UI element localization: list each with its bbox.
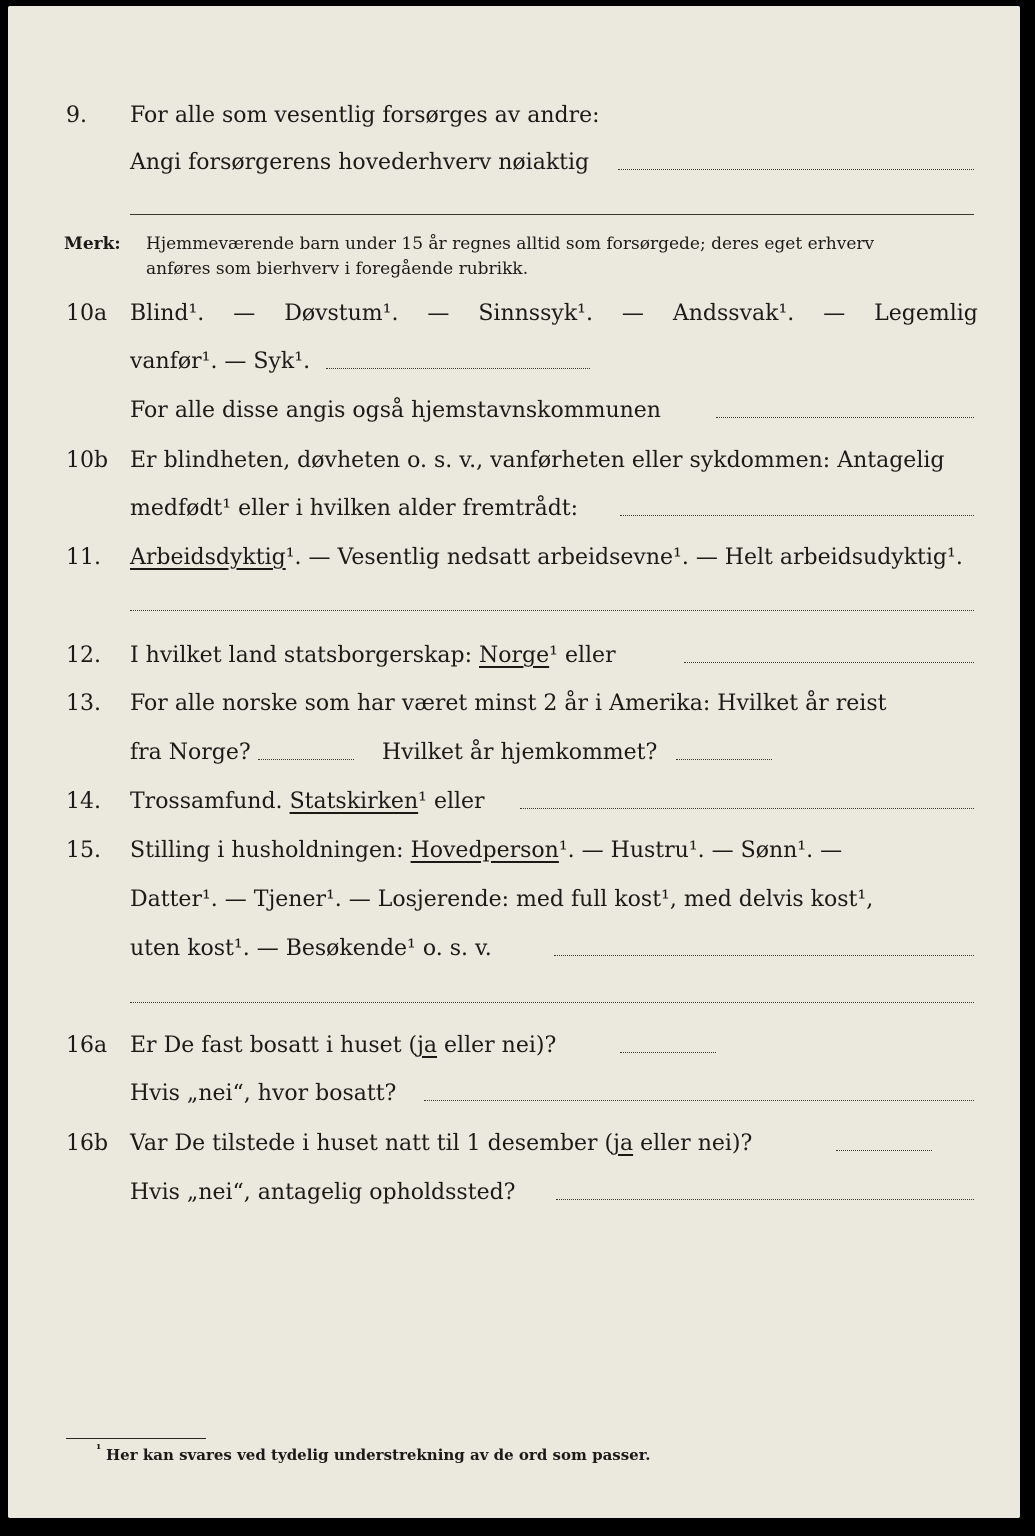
q10a-number: 10a xyxy=(66,301,108,326)
q16b-text xyxy=(130,1130,752,1158)
q15-text-3: uten kost¹. — Besøkende¹ o. s. v. xyxy=(130,936,492,961)
q10a-text-3: For alle disse angis også hjemstavnskommunen xyxy=(130,398,661,423)
q16a-text xyxy=(130,1032,556,1060)
q16a-text-2: Hvis „nei“, hvor bosatt? xyxy=(130,1081,397,1106)
q10a-dash: — xyxy=(823,301,846,326)
q12-after: ¹ eller xyxy=(549,643,616,668)
q12-number: 12. xyxy=(66,643,101,668)
q10a-option-andssvak[interactable]: Andssvak¹. xyxy=(672,301,795,326)
q10a-answer-line[interactable] xyxy=(326,368,590,369)
q14-number: 14. xyxy=(66,789,101,814)
q10a-dash: — xyxy=(427,301,450,326)
q15-answer-line[interactable] xyxy=(554,955,974,956)
q16b-number: 16b xyxy=(66,1131,109,1156)
merk-label: Merk: xyxy=(64,234,121,254)
census-form-page xyxy=(8,6,1020,1518)
merk-text-2: anføres som bierhverv i foregående rubrikk. xyxy=(146,259,529,279)
q9-text: For alle som vesentlig forsørges av andre: xyxy=(130,103,600,128)
q14-answer-underlined[interactable]: Statskirken xyxy=(289,789,419,814)
q10a-text-2: vanfør¹. — Syk¹. xyxy=(130,349,311,374)
q16a-label: Er De fast bosatt i huset ( xyxy=(130,1033,418,1058)
q11-answer-underlined[interactable]: Arbeidsdyktig xyxy=(130,545,286,570)
q15-text xyxy=(130,837,842,865)
q16b-after: eller nei)? xyxy=(633,1131,753,1156)
q10a-dash: — xyxy=(233,301,256,326)
q15-after: ¹. — Hustru¹. — Sønn¹. — xyxy=(558,838,843,863)
merk-text: Hjemmeværende barn under 15 år regnes alltid som forsørgede; deres eget erhverv xyxy=(146,234,875,254)
q16a-answer-line[interactable] xyxy=(620,1052,716,1053)
footnote-text: Her kan svares ved tydelig understrekning av de ord som passer. xyxy=(106,1446,651,1464)
q14-answer-line[interactable] xyxy=(520,808,974,809)
footnote xyxy=(96,1442,651,1464)
q14-label: Trossamfund. xyxy=(130,789,283,814)
q16b-label: Var De tilstede i huset natt til 1 desember ( xyxy=(130,1131,614,1156)
q11-rest: ¹. — Vesentlig nedsatt arbeidsevne¹. — Helt arbeidsudyktig¹. xyxy=(285,545,963,570)
q10b-number: 10b xyxy=(66,448,109,473)
q13-year-left-line[interactable] xyxy=(258,759,354,760)
q15-answer-underlined[interactable]: Hovedperson xyxy=(410,838,559,863)
q11-number: 11. xyxy=(66,545,101,570)
q16a-after: eller nei)? xyxy=(437,1033,557,1058)
q16b-answer-line[interactable] xyxy=(836,1150,932,1151)
q10a-option-legemlig[interactable]: Legemlig xyxy=(874,301,978,326)
footnote-rule xyxy=(66,1438,206,1439)
q16a-number: 16a xyxy=(66,1033,108,1058)
q15-text-2: Datter¹. — Tjener¹. — Losjerende: med full kost¹, med delvis kost¹, xyxy=(130,887,874,912)
q16a-answer-underlined[interactable]: ja xyxy=(417,1033,438,1058)
q14-text xyxy=(130,788,485,816)
q10b-text: Er blindheten, døvheten o. s. v., vanførheten eller sykdommen: Antagelig xyxy=(130,448,945,473)
q15-number: 15. xyxy=(66,838,101,863)
q13-year-returned-line[interactable] xyxy=(676,759,772,760)
q16b-answer-underlined[interactable]: ja xyxy=(613,1131,634,1156)
q12-answer-line[interactable] xyxy=(684,662,974,663)
q11-text xyxy=(130,544,963,572)
q9-answer-line[interactable] xyxy=(618,169,974,170)
q14-after: ¹ eller xyxy=(418,789,485,814)
q12-answer-underlined[interactable]: Norge xyxy=(479,643,550,668)
q10a-option-dovstum[interactable]: Døvstum¹. xyxy=(284,301,399,326)
q10b-text-2: medfødt¹ eller i hvilken alder fremtrådt: xyxy=(130,496,579,521)
q16b-location-line[interactable] xyxy=(556,1199,974,1200)
q15-label: Stilling i husholdningen: xyxy=(130,838,404,863)
q13-text: For alle norske som har været minst 2 år i Amerika: Hvilket år reist xyxy=(130,691,887,716)
footnote-mark: ¹ xyxy=(96,1442,102,1456)
q13-text-2a: fra Norge? xyxy=(130,740,251,765)
q10b-answer-line[interactable] xyxy=(620,515,974,516)
q9-text-2: Angi forsørgerens hovederhverv nøiaktig xyxy=(130,150,590,175)
q13-text-2b: Hvilket år hjemkommet? xyxy=(382,740,658,765)
q16a-residence-line[interactable] xyxy=(424,1100,974,1101)
q11-answer-line[interactable] xyxy=(130,610,974,611)
q15-answer-line-2[interactable] xyxy=(130,1002,974,1003)
q10a-hometown-line[interactable] xyxy=(716,417,974,418)
q10a-dash: — xyxy=(621,301,644,326)
q13-number: 13. xyxy=(66,691,101,716)
q10a-option-blind[interactable]: Blind¹. xyxy=(130,301,205,326)
q9-answer-line-2[interactable] xyxy=(130,214,974,215)
q12-label: I hvilket land statsborgerskap: xyxy=(130,643,473,668)
q12-text xyxy=(130,642,616,670)
q9-number: 9. xyxy=(66,103,87,128)
q16b-text-2: Hvis „nei“, antagelig opholdssted? xyxy=(130,1180,516,1205)
q10a-option-sinnssyk[interactable]: Sinnssyk¹. xyxy=(478,301,593,326)
q10a-options xyxy=(130,300,978,328)
